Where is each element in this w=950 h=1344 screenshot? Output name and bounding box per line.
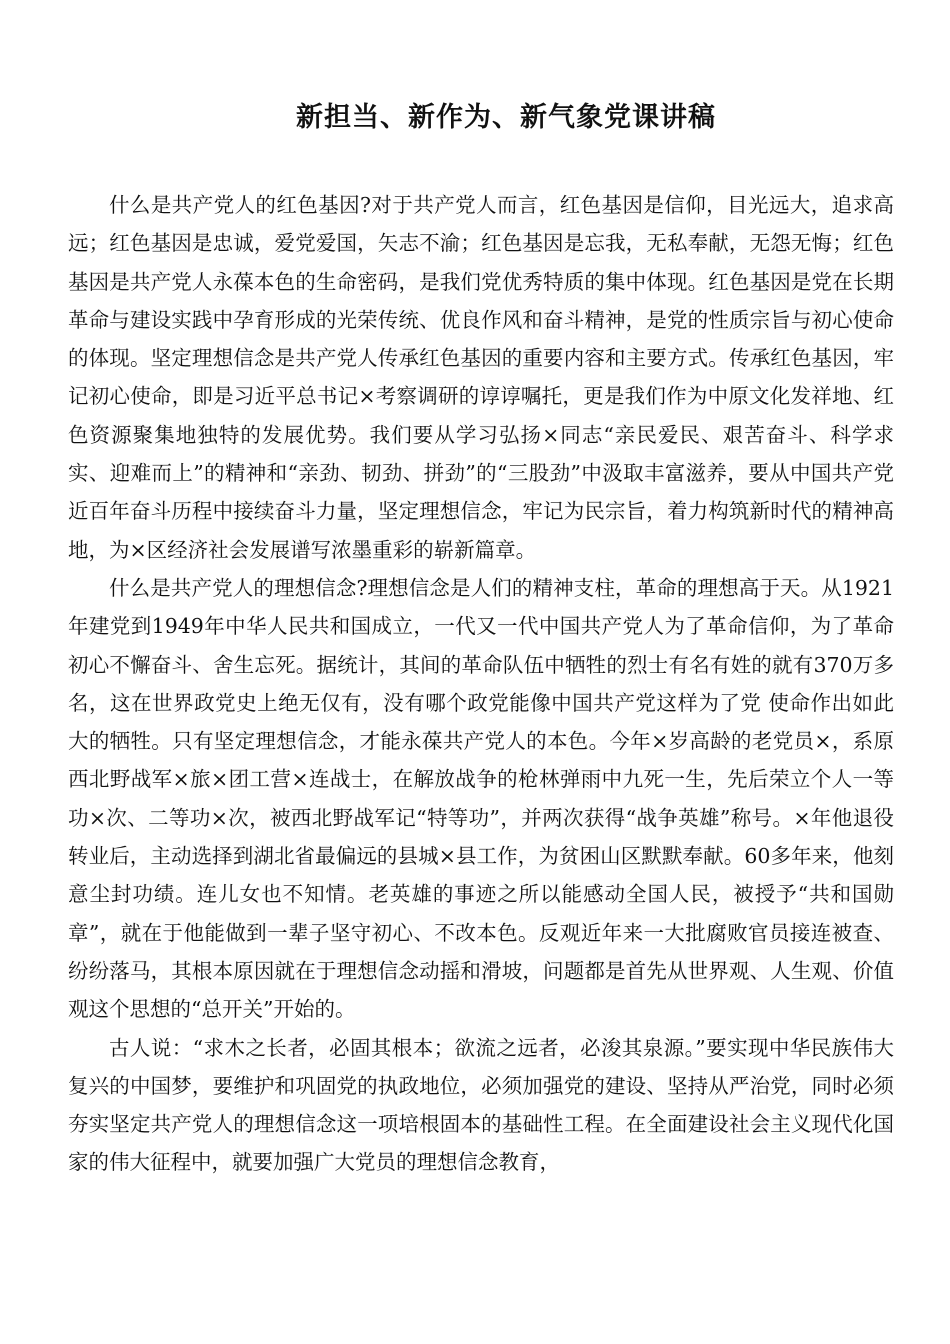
paragraph-ideals-beliefs: 什么是共产党人的理想信念?理想信念是人们的精神支柱，革命的理想高于天。从1921年建党到1949年中华人民共和国成立，一代又一代中国共产党人为了革命信仰，为了革命初心不懈奋斗、舍生忘死。据统计，其间的革命队伍中牺牲的烈士有名有姓的就有370万多名，这在世界政党史上绝无仅有，没有哪个政党能像中国共产党这样为了党 使命作出如此大的牺牲。只有坚定理想信念，才能永葆共产党人的本色。今年×岁高龄的老党员×，系原西北野战军×旅×团工营×连战士，在解放战争的枪林弹雨中九死一生，先后荣立个人一等功×次、二等功×次，被西北野战军记“特等功”，并两次获得“战争英雄”称号。×年他退役转业后，主动选择到湖北省最偏远的县城×县工作，为贫困山区默默奉献。60多年来，他刻意尘封功绩。连儿女也不知情。老英雄的事迹之所以能感动全国人民，被授予“共和国勋章”，就在于他能做到一辈子坚守初心、不改本色。反观近年来一大批腐败官员接连被查、纷纷落马，其根本原因就在于理想信念动摇和滑坡，问题都是首先从世界观、人生观、价值观这个思想的“总开关”开始的。 <box>68 575 894 1022</box>
paragraph-red-gene: 什么是共产党人的红色基因?对于共产党人而言，红色基因是信仰，目光远大，追求高远；红色基因是忠诚，爱党爱国，矢志不渝；红色基因是忘我，无私奉献，无怨无悔；红色基因是共产党人永葆本色的生命密码，是我们党优秀特质的集中体现。红色基因是党在长期革命与建设实践中孕育形成的光荣传统、优良作风和奋斗精神，是党的性质宗旨与初心使命的体现。坚定理想信念是共产党人传承红色基因的重要内容和主要方式。传承红色基因，牢记初心使命，即是习近平总书记×考察调研的谆谆嘱托，更是我们作为中原文化发祥地、红色资源聚集地独特的发展优势。我们要从学习弘扬×同志“亲民爱民、艰苦奋斗、科学求实、迎难而上”的精神和“亲劲、韧劲、拼劲”的“三股劲”中汲取丰富滋养，要从中国共产党近百年奋斗历程中接续奋斗力量，坚定理想信念，牢记为民宗旨，着力构筑新时代的精神高地，为×区经济社会发展谱写浓墨重彩的崭新篇章。 <box>68 193 894 562</box>
document-page <box>68 96 894 1182</box>
paragraph-ancient-saying: 古人说：“求木之长者，必固其根本；欲流之远者，必浚其泉源。”要实现中华民族伟大复兴的中国梦，要维护和巩固党的执政地位，必须加强党的建设、坚持从严治党，同时必须夯实坚定共产党人的理想信念这一项培根固本的基础性工程。在全面建设社会主义现代化国家的伟大征程中，就要加强广大党员的理想信念教育， <box>68 1035 894 1175</box>
document-title: 新担当、新作为、新气象党课讲稿 <box>296 102 716 133</box>
